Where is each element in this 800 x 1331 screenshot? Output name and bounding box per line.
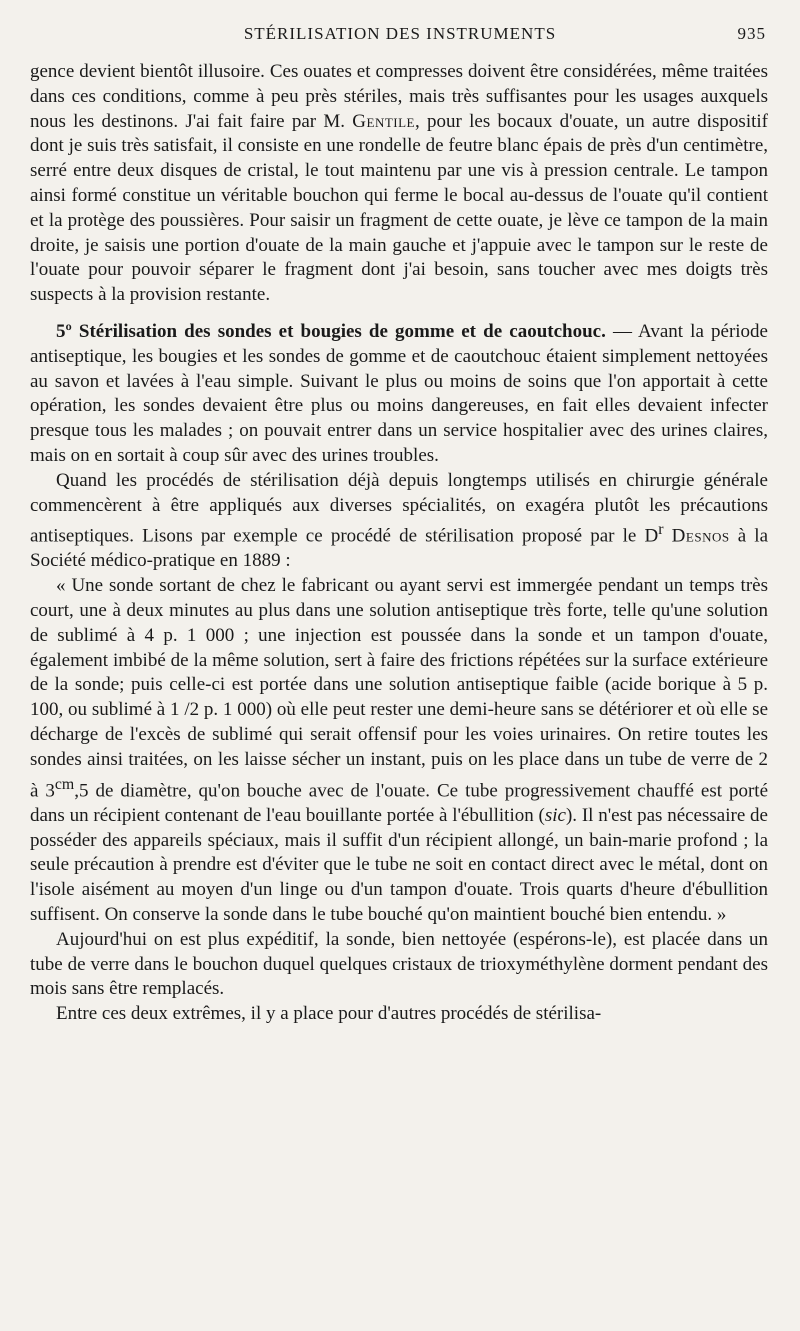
author-name-desnos: Desnos: [671, 525, 730, 547]
sic-italic: sic: [544, 804, 566, 826]
paragraph-6: Entre ces deux extrêmes, il y a place pour d'autres procédés de stérilisa-: [56, 1003, 602, 1025]
paragraph-1: [30, 60, 768, 308]
paragraph-4-quote: [30, 574, 768, 927]
paragraph-4-text-b: ,5 de diamètre, qu'on bouche avec de l'ouate. Ce tube progressivement chauffé est porté dans un récipient contenant de l'eau bouillante portée à l'ébullition (: [30, 779, 768, 826]
running-title: STÉRILISATION DES INSTRUMENTS: [243, 24, 557, 43]
paragraph-1-text-a: gence devient bientôt illusoire. Ces ouates et compresses doivent être considérées, même traitées dans ces conditions, comme à peu près stériles, mais très suffisantes pour les usages auxquels nous les destinons. J'ai fait faire par M.: [30, 61, 768, 132]
paragraph-3-text-a: Quand les procédés de stérilisation déjà depuis longtemps utilisés en chirurgie générale commencèrent à être appliqués aux diverses spécialités, on exagéra plutôt les précautions antiseptiques. Lisons par exemple ce procédé de stérilisation proposé par le D: [30, 469, 768, 547]
paragraph-2: [30, 320, 768, 469]
paragraph-5: Aujourd'hui on est plus expéditif, la sonde, bien nettoyée (espérons-le), est placée dans un tube de verre dans le bouchon duquel quelques cristaux de trioxyméthylène dorment pendant des mois sans être remplacés.: [30, 928, 768, 1000]
page-number: 935: [737, 24, 766, 43]
paragraph-2-text: — Avant la période antiseptique, les bougies et les sondes de gomme et de caoutchouc étaient simplement nettoyées au savon et lavées à l'eau simple. Suivant le plus ou moins de soins que l'on apportait à cette opération, les sondes devaient être plus ou moins dangereuses, en fait elles devaient infecter presque tous les malades ; on pouvait entrer dans un service hospitalier avec des urines claires, mais on en sortait à coup sûr avec des urines troubles.: [30, 320, 768, 466]
running-header: [30, 24, 770, 48]
paragraph-4-text-c: ). Il n'est pas nécessaire de posséder des appareils spéciaux, mais il suffit d'un récipient allongé, un bain-marie profond ; la seule précaution à prendre est d'éviter que le tube ne soit en contact direct avec le métal, dont on l'isole aisément au moyen d'un linge ou d'un tampon d'ouate. Trois quarts d'heure d'ébullition suffisent. On conserve la sonde dans le tube bouché qu'on maintient bouché bien entendu. »: [30, 804, 768, 925]
section-heading: 5º Stérilisation des sondes et bougies de gomme et de caoutchouc.: [56, 320, 606, 342]
superscript-cm: cm: [54, 775, 75, 793]
paragraph-4-text-a: « Une sonde sortant de chez le fabricant ou ayant servi est immergée pendant un temps très court, une à deux minutes au plus dans une solution antiseptique très forte, telle qu'une solution de sublimé à 4 p. 1 000 ; une injection est poussée dans la sonde et un tampon d'ouate, également imbibé de la même solution, sert à faire des frictions répétées sur la surface extérieure de la sonde; puis celle-ci est portée dans une solution antiseptique faible (acide borique à 5 p. 100, ou sublimé à 1 /2 p. 1 000) où elle peut rester une demi-heure sans se détériorer et où elle se décharge de l'excès de sublimé qui serait offensif pour les voies urinaires. On retire toutes les sondes ainsi traitées, on les laisse sécher un instant, puis on les place dans un tube de verre de 2 à 3: [30, 575, 768, 801]
author-name-gentile: Gentile: [352, 110, 415, 132]
paragraph-3: [30, 469, 768, 575]
paragraph-3-text-b: à la Société médico-pratique en 1889 :: [30, 525, 769, 572]
superscript-r: r: [658, 521, 664, 539]
text-body: [30, 60, 768, 1027]
paragraph-1-text-b: , pour les bocaux d'ouate, un autre dispositif dont je suis très satisfait, il consiste en une rondelle de feutre blanc épais de près d'un centimètre, serré entre deux disques de cristal, le tout maintenu par une vis à pression centrale. Le tampon ainsi formé constitue un véritable bouchon qui ferme le bocal au-dessus de l'ouate qu'il contient et la protège des poussières. Pour saisir un fragment de cette ouate, je lève ce tampon de la main droite, je saisis une portion d'ouate de la main gauche et j'appuie avec le tampon sur le reste de l'ouate pour pouvoir séparer le fragment dont j'ai besoin, sans toucher avec mes doigts très suspects à la provision restante.: [30, 110, 768, 306]
